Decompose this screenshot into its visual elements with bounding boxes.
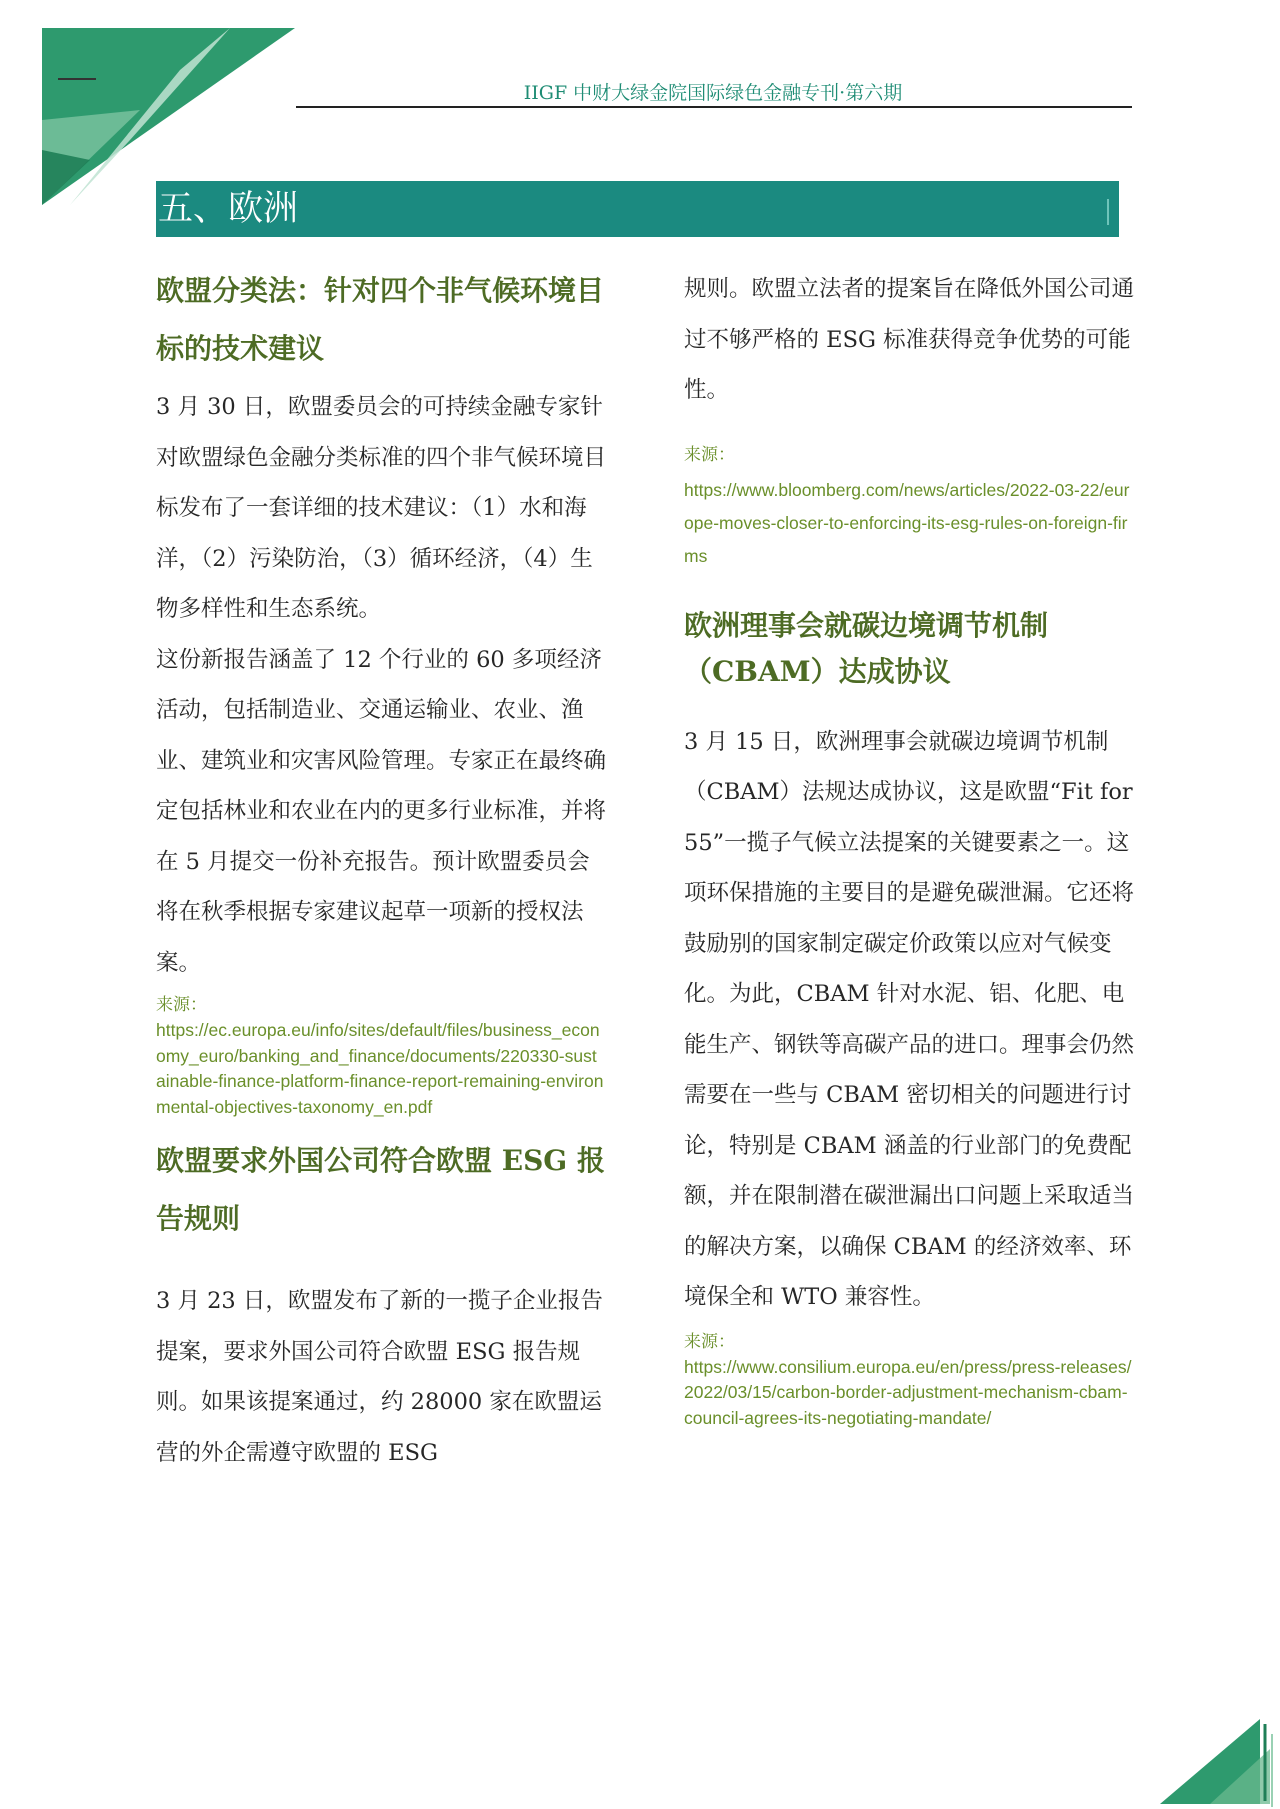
source-label: 来源： xyxy=(156,995,207,1015)
corner-decoration-bottom xyxy=(1140,1679,1280,1809)
section-bar-mark xyxy=(1107,199,1109,225)
header-rule xyxy=(296,106,1132,108)
left-column xyxy=(156,262,606,1478)
article-paragraph: 3 月 23 日，欧盟发布了新的一揽子企业报告提案，要求外国公司符合欧盟 ESG 报告规则。如果该提案通过，约 28000 家在欧盟运营的外企需遵守欧盟的 ESG xyxy=(156,1288,603,1466)
source-label: 来源： xyxy=(684,444,735,465)
running-header: IIGF 中财大绿金院国际绿色金融专刊·第六期 xyxy=(523,82,903,104)
article-paragraph: 这份新报告涵盖了 12 个行业的 60 多项经济活动，包括制造业、交通运输业、农业、渔业、建筑业和灾害风险管理。专家正在最终确定包括林业和农业在内的更多行业标准，并将在 5 月提交一份补充报告。预计欧盟委员会将在秋季根据专家建议起草一项新的授权法案。 xyxy=(156,646,607,976)
right-column xyxy=(684,264,1134,1431)
article-paragraph: 3 月 30 日，欧盟委员会的可持续金融专家针对欧盟绿色金融分类标准的四个非气候环境目标发布了一套详细的技术建议：（1）水和海洋，（2）污染防治，（3）循环经济，（4）生物多样性和生态系统。 xyxy=(156,394,607,622)
header-dash xyxy=(58,78,96,80)
article-title-taxonomy: 欧盟分类法：针对四个非气候环境目标的技术建议 xyxy=(156,274,605,365)
article-paragraph-continued: 规则。欧盟立法者的提案旨在降低外国公司通过不够严格的 ESG 标准获得竞争优势的可能性。 xyxy=(684,276,1135,403)
article-title-cbam: 欧洲理事会就碳边境调节机制（CBAM）达成协议 xyxy=(684,608,1049,688)
source-link[interactable]: https://www.consilium.europa.eu/en/press/press-releases/2022/03/15/carbon-border-adjustment-mechanism-cbam-council-agrees-its-negotiating-mandate/ xyxy=(684,1356,1132,1428)
article-paragraph: 3 月 15 日，欧洲理事会就碳边境调节机制（CBAM）法规达成协议，这是欧盟“Fit for 55”一揽子气候立法提案的关键要素之一。这项环保措施的主要目的是避免碳泄漏。它还将鼓励别的国家制定碳定价政策以应对气候变化。为此，CBAM 针对水泥、铝、化肥、电能生产、钢铁等高碳产品的进口。理事会仍然需要在一些与 CBAM 密切相关的问题进行讨论，特别是 CBAM 涵盖的行业部门的免费配额，并在限制潜在碳泄漏出口问题上采取适当的解决方案，以确保 CBAM 的经济效率、环境保全和 WTO 兼容性。 xyxy=(684,728,1135,1310)
section-title-bar xyxy=(156,181,1119,237)
source-link[interactable]: https://www.bloomberg.com/news/articles/2022-03-22/europe-moves-closer-to-enforcing-its-esg-rules-on-foreign-firms xyxy=(684,479,1130,566)
article-title-esg: 欧盟要求外国公司符合欧盟 ESG 报告规则 xyxy=(156,1144,605,1235)
source-link[interactable]: https://ec.europa.eu/info/sites/default/files/business_economy_euro/banking_and_finance/documents/220330-sustainable-finance-platform-finance-report-remaining-environmental-objectives-taxonomy_en.pdf xyxy=(156,1020,604,1117)
source-label: 来源： xyxy=(684,1331,735,1352)
section-title: 五、欧洲 xyxy=(158,189,299,229)
